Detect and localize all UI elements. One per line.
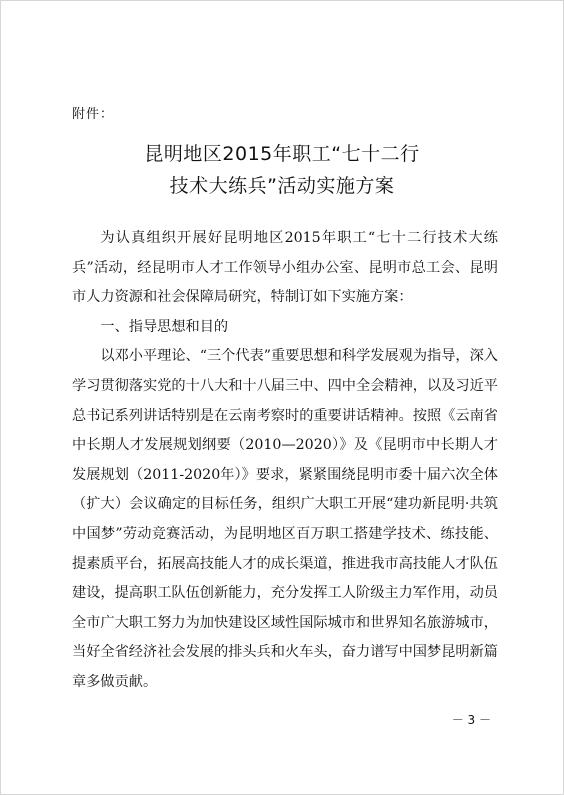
- section-heading: 一、指导思想和目的: [100, 318, 229, 335]
- guideline-paragraph: 以邓小平理论、“三个代表”重要思想和科学发展观为指导，深入学习贯彻落实党的十八大和十八届三中、四中全会精神，以及习近平总书记系列讲话特别是在云南考察时的重要讲话精神。按照《云南省中长期人才发展规划纲要（2010—2020）》及《昆明市中长期人才发展规划（2011-2020年）》要求，紧紧围绕昆明市委十届六次全体（扩大）会议确定的目标任务，组织广大职工开展“建功新昆明·共筑中国梦”劳动竞赛活动，为昆明地区百万职工搭建学技术、练技能、提素质平台，拓展高技能人才的成长渠道，推进我市高技能人才队伍建设，提高职工队伍创新能力，充分发挥工人阶级主力军作用，动员全市广大职工努力为加快建设区域性国际城市和世界知名旅游城市，当好全省经济社会发展的排头兵和火车头，奋力谱写中国梦昆明新篇章多做贡献。: [72, 348, 498, 690]
- document-title-line-2: 技术大练兵”活动实施方案: [169, 175, 395, 197]
- intro-paragraph: 为认真组织开展好昆明地区2015年职工“七十二行技术大练兵”活动，经昆明市人才工作领导小组办公室、昆明市总工会、昆明市人力资源和社会保障局研究，特制订如下实施方案：: [72, 230, 498, 306]
- page-number: － 3 －: [451, 713, 491, 727]
- document-title-line-1: 昆明地区2015年职工“七十二行: [144, 143, 420, 165]
- document-body: [72, 224, 498, 698]
- attachment-label: 附件：: [72, 107, 115, 122]
